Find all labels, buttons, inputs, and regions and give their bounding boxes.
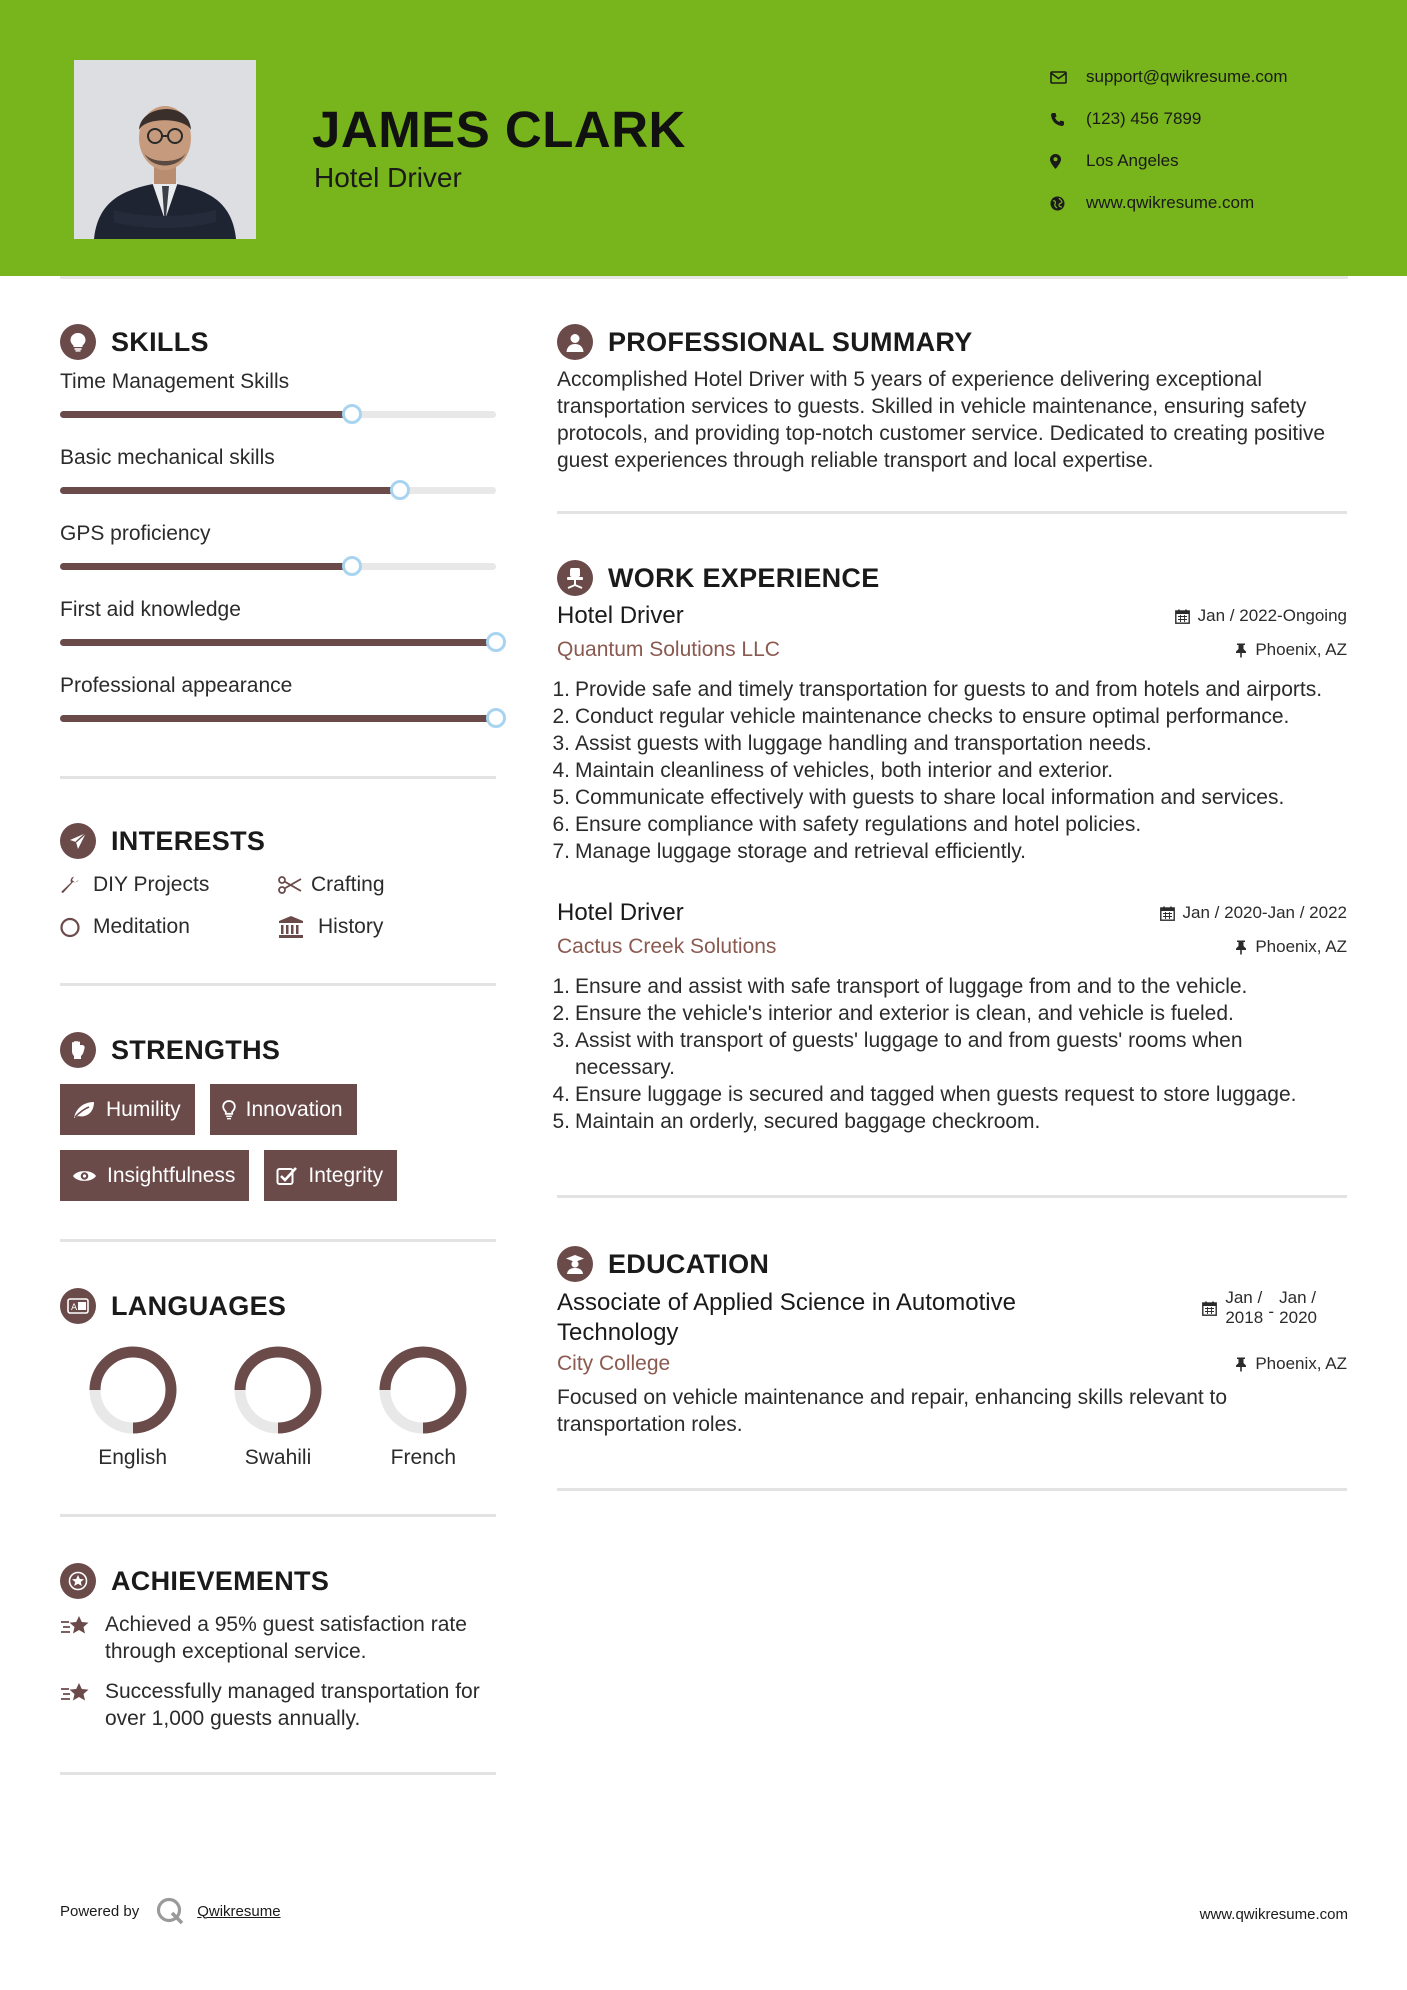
languages-heading — [60, 1286, 496, 1326]
wrench-icon — [60, 875, 93, 896]
contact-email[interactable] — [1050, 56, 1288, 98]
summary-title: PROFESSIONAL SUMMARY — [608, 326, 973, 357]
section-divider — [557, 511, 1347, 514]
envelope-icon — [1050, 71, 1086, 84]
contact-phone-text: (123) 456 7899 — [1086, 109, 1202, 128]
strengths-heading — [60, 1030, 496, 1070]
skill-slider-knob[interactable] — [342, 556, 362, 576]
duty-item: 1. Provide safe and timely transportation for guests to and from hotels and airports. — [557, 676, 1347, 703]
strength-label: Insightfulness — [107, 1163, 236, 1187]
job-dates — [1160, 903, 1347, 923]
skill-label: GPS proficiency — [60, 522, 211, 545]
strength-badge — [210, 1084, 357, 1135]
duty-item: 4. Ensure luggage is secured and tagged when guests request to store luggage. — [557, 1081, 1347, 1108]
duty-text: Assist guests with luggage handling and transportation needs. — [575, 732, 1152, 755]
shooting-star-icon — [60, 1611, 105, 1665]
graduate-icon — [557, 1246, 593, 1282]
user-icon — [557, 324, 593, 360]
skill-slider-knob[interactable] — [486, 708, 506, 728]
start-month: Jan / — [1225, 1288, 1263, 1307]
skill-label: First aid knowledge — [60, 598, 241, 621]
duty-item: 3. Assist with transport of guests' luggage to and from guests' rooms when necessary. — [557, 1027, 1347, 1081]
section-divider — [60, 776, 496, 779]
footer-url[interactable]: www.qwikresume.com — [1199, 1906, 1348, 1923]
contact-location — [1050, 140, 1288, 182]
skill-item — [60, 594, 496, 670]
education-location-text: Phoenix, AZ — [1255, 1354, 1347, 1373]
achievements-list — [60, 1611, 496, 1732]
duty-item: 3. Assist guests with luggage handling and transportation needs. — [557, 730, 1347, 757]
interest-item — [278, 915, 478, 939]
language-icon — [60, 1288, 96, 1324]
achievement-text: Successfully managed transportation for over 1,000 guests annually. — [105, 1680, 480, 1730]
qwikresume-link[interactable]: Qwikresume — [197, 1902, 281, 1920]
candidate-name: JAMES CLARK — [312, 101, 686, 158]
duty-text: Ensure compliance with safety regulations and hotel policies. — [575, 813, 1142, 836]
contact-website-text: www.qwikresume.com — [1086, 193, 1255, 212]
interest-label: History — [318, 915, 384, 938]
job-company: Cactus Creek Solutions — [557, 935, 777, 958]
achievements-heading — [60, 1561, 496, 1601]
duty-text: Manage luggage storage and retrieval efficiently. — [575, 840, 1027, 863]
skill-item — [60, 670, 496, 746]
skill-slider-knob[interactable] — [390, 480, 410, 500]
job-location — [1235, 640, 1347, 660]
duty-text: Maintain cleanliness of vehicles, both interior and exterior. — [575, 759, 1114, 782]
candidate-title: Hotel Driver — [314, 162, 462, 193]
header-divider — [60, 276, 1348, 279]
education-heading — [557, 1244, 1347, 1284]
job-entry — [552, 602, 1347, 865]
circle-icon — [60, 917, 93, 938]
end-month: Jan / — [1279, 1288, 1317, 1307]
section-divider — [557, 1195, 1347, 1198]
language-level-ring — [377, 1344, 469, 1436]
duty-text: Conduct regular vehicle maintenance checks to ensure optimal performance. — [575, 705, 1290, 728]
strength-label: Humility — [106, 1097, 181, 1121]
achievements-title: ACHIEVEMENTS — [111, 1565, 330, 1596]
summary-text: Accomplished Hotel Driver with 5 years of experience delivering exceptional transportation services to guests. Skilled in vehicle maintenance, ensuring safety protocols, and providing top-notch customer service. Dedicated to creating positive guest experiences through reliable transport and local expertise. — [557, 368, 1326, 472]
skill-track — [60, 487, 496, 494]
globe-icon — [1050, 196, 1086, 211]
language-item — [351, 1344, 496, 1470]
calendar-icon — [1160, 906, 1175, 921]
education-description: Focused on vehicle maintenance and repair, enhancing skills relevant to transportation roles. — [557, 1386, 1228, 1436]
job-location-text: Phoenix, AZ — [1255, 937, 1347, 956]
duty-text: Ensure the vehicle's interior and exterior is clean, and vehicle is fueled. — [575, 1002, 1234, 1025]
language-level-ring — [87, 1344, 179, 1436]
interest-label: DIY Projects — [93, 873, 210, 896]
education-location — [1235, 1354, 1347, 1374]
interest-item — [60, 873, 278, 897]
skill-label: Professional appearance — [60, 674, 293, 697]
section-divider — [60, 1514, 496, 1517]
powered-by-label: Powered by — [60, 1902, 140, 1920]
end-year: 2020 — [1279, 1308, 1317, 1327]
duty-item: 5. Communicate effectively with guests to share local information and services. — [557, 784, 1347, 811]
skills-title: SKILLS — [111, 326, 209, 357]
duty-text: Ensure and assist with safe transport of luggage from and to the vehicle. — [575, 975, 1248, 998]
skill-slider-knob[interactable] — [486, 632, 506, 652]
map-pin-icon — [1050, 154, 1086, 169]
duty-item: 2. Ensure the vehicle's interior and exterior is clean, and vehicle is fueled. — [557, 1000, 1347, 1027]
skill-item — [60, 442, 496, 518]
fist-icon — [60, 1032, 96, 1068]
interests-list — [60, 873, 496, 939]
interest-label: Meditation — [93, 915, 190, 938]
job-location-text: Phoenix, AZ — [1255, 640, 1347, 659]
calendar-icon — [1175, 609, 1190, 624]
skill-track — [60, 639, 496, 646]
office-chair-icon — [557, 560, 593, 596]
header-banner — [0, 0, 1407, 276]
strengths-list — [60, 1084, 496, 1201]
skills-list — [60, 366, 496, 746]
experience-title: WORK EXPERIENCE — [608, 562, 880, 593]
job-location — [1235, 937, 1347, 957]
skill-fill — [60, 639, 496, 646]
svg-text:A: A — [71, 1303, 78, 1313]
skill-slider-knob[interactable] — [342, 404, 362, 424]
shooting-star-icon — [60, 1678, 105, 1732]
section-divider — [60, 1772, 496, 1775]
language-level-ring — [232, 1344, 324, 1436]
checkbox-icon — [276, 1166, 298, 1186]
interest-item — [60, 915, 278, 939]
skill-track — [60, 715, 496, 722]
experience-heading — [557, 558, 1347, 598]
skill-fill — [60, 487, 400, 494]
languages-title: LANGUAGES — [111, 1290, 287, 1321]
language-label: French — [390, 1446, 456, 1469]
left-column — [60, 322, 496, 1775]
summary-heading — [557, 322, 1347, 362]
strength-label: Innovation — [245, 1097, 343, 1121]
skill-label: Time Management Skills — [60, 370, 290, 393]
duty-text: Ensure luggage is secured and tagged when guests request to store luggage. — [575, 1083, 1297, 1106]
contact-list — [1050, 56, 1288, 224]
footer-powered-by — [60, 1896, 281, 1926]
achievement-item — [60, 1611, 496, 1665]
phone-icon — [1050, 112, 1086, 127]
museum-icon — [278, 916, 318, 938]
language-item — [60, 1344, 205, 1470]
skill-item — [60, 366, 496, 442]
star-badge-icon — [60, 1563, 96, 1599]
skill-fill — [60, 411, 352, 418]
duty-item: 5. Maintain an orderly, secured baggage checkroom. — [557, 1108, 1347, 1135]
duty-item: 2. Conduct regular vehicle maintenance checks to ensure optimal performance. — [557, 703, 1347, 730]
school-name: City College — [557, 1352, 671, 1375]
duty-text: Maintain an orderly, secured baggage checkroom. — [575, 1110, 1041, 1133]
strengths-title: STRENGTHS — [111, 1034, 281, 1065]
pushpin-icon — [1235, 1357, 1247, 1372]
section-divider — [557, 1488, 1347, 1491]
duty-text: Assist with transport of guests' luggage to and from guests' rooms when necessary. — [575, 1029, 1243, 1079]
paper-plane-icon — [60, 823, 96, 859]
eye-icon — [72, 1168, 97, 1184]
skill-track — [60, 411, 496, 418]
qwikresume-logo-icon — [155, 1896, 185, 1926]
education-date-range: Jan / 2018 - Jan / 2020 — [1225, 1288, 1317, 1327]
job-dates — [1175, 606, 1347, 626]
calendar-icon — [1202, 1301, 1217, 1316]
contact-website[interactable] — [1050, 182, 1288, 224]
job-title: Hotel Driver — [557, 602, 684, 629]
job-title: Hotel Driver — [557, 899, 684, 926]
right-column — [552, 322, 1347, 1491]
profile-photo — [74, 60, 256, 239]
duty-item: 4. Maintain cleanliness of vehicles, both interior and exterior. — [557, 757, 1347, 784]
education-dates — [1202, 1288, 1317, 1328]
lightbulb-icon — [60, 324, 96, 360]
achievement-item — [60, 1678, 496, 1732]
job-dates-text: Jan / 2020-Jan / 2022 — [1182, 903, 1347, 922]
duty-item: 7. Manage luggage storage and retrieval efficiently. — [557, 838, 1347, 865]
duty-text: Communicate effectively with guests to share local information and services. — [575, 786, 1285, 809]
section-divider — [60, 983, 496, 986]
education-entry — [557, 1288, 1347, 1438]
skill-fill — [60, 563, 352, 570]
contact-phone[interactable] — [1050, 98, 1288, 140]
skill-track — [60, 563, 496, 570]
degree-name: Associate of Applied Science in Automotive Technology — [557, 1289, 1016, 1346]
language-item — [205, 1344, 350, 1470]
strength-badge — [60, 1150, 249, 1201]
interest-label: Crafting — [311, 873, 385, 896]
job-duties — [552, 676, 1347, 865]
achievement-text: Achieved a 95% guest satisfaction rate through exceptional service. — [105, 1613, 467, 1663]
start-year: 2018 — [1225, 1308, 1264, 1327]
lightbulb-icon — [222, 1100, 236, 1120]
language-label: English — [98, 1446, 168, 1469]
duty-item: 6. Ensure compliance with safety regulations and hotel policies. — [557, 811, 1347, 838]
leaf-icon — [72, 1100, 96, 1120]
interests-heading — [60, 821, 496, 861]
strength-badge — [60, 1084, 195, 1135]
interest-item — [278, 873, 478, 897]
skill-fill — [60, 715, 496, 722]
skills-heading — [60, 322, 496, 362]
skill-label: Basic mechanical skills — [60, 446, 275, 469]
education-title: EDUCATION — [608, 1248, 770, 1279]
contact-email-text: support@qwikresume.com — [1086, 67, 1288, 86]
interests-title: INTERESTS — [111, 825, 266, 856]
languages-list — [60, 1344, 496, 1470]
duty-item: 1. Ensure and assist with safe transport of luggage from and to the vehicle. — [557, 973, 1347, 1000]
language-label: Swahili — [244, 1446, 312, 1469]
pushpin-icon — [1235, 643, 1247, 658]
job-entry — [552, 899, 1347, 1135]
section-divider — [60, 1239, 496, 1242]
strength-badge — [264, 1150, 397, 1201]
contact-location-text: Los Angeles — [1086, 151, 1179, 170]
skill-item — [60, 518, 496, 594]
job-company: Quantum Solutions LLC — [557, 638, 780, 661]
job-duties — [552, 973, 1347, 1135]
duty-text: Provide safe and timely transportation for guests to and from hotels and airports. — [575, 678, 1323, 701]
job-dates-text: Jan / 2022-Ongoing — [1197, 606, 1347, 625]
scissors-icon — [278, 876, 311, 894]
pushpin-icon — [1235, 940, 1247, 955]
strength-label: Integrity — [308, 1163, 384, 1187]
